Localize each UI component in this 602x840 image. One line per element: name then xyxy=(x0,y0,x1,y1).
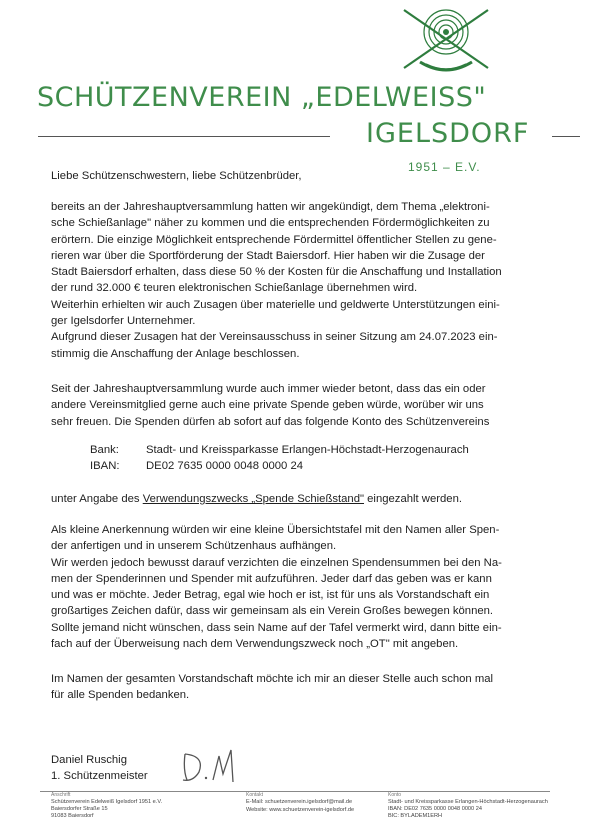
club-logo-icon xyxy=(398,2,494,82)
text-line: der anfertigen und in unserem Schützenhaus aufhängen. xyxy=(51,540,337,553)
founded-year: 1951 – E.V. xyxy=(408,160,481,174)
paragraph-donations xyxy=(51,381,489,430)
bank-label: Bank: xyxy=(90,444,119,456)
text-line: Als kleine Anerkennung würden wir eine kleine Übersichtstafel mit den Namen aller Spen- xyxy=(51,524,500,536)
signer-name: Daniel Ruschig xyxy=(51,754,127,766)
paragraph-intro xyxy=(51,199,502,362)
text-line: rieren war über die Sportförderung der Stadt Baiersdorf. Hier haben wir die Zusage der xyxy=(51,249,485,262)
text-line: sche Schießanlage" näher zu kommen und die entsprechenden Fördermöglichkeiten zu xyxy=(51,217,490,230)
salutation: Liebe Schützenschwestern, liebe Schützenbrüder, xyxy=(51,170,302,182)
footer-account-line: Stadt- und Kreissparkasse Erlangen-Höchstadt-Herzogenaurach xyxy=(388,799,548,805)
text-line: bereits an der Jahreshauptversammlung hatten wir angekündigt, dem Thema „elektroni- xyxy=(51,201,490,213)
paragraph-recognition xyxy=(51,522,502,652)
text-line: der rund 32.000 € teuren elektronischen Schießanlage übernehmen wird. xyxy=(51,282,418,295)
text-line: stimmig die Anschaffung der Anlage beschlossen. xyxy=(51,347,300,360)
text-line: für alle Spenden bedanken. xyxy=(51,689,190,702)
footer-address-line: Baiersdorfer Straße 15 xyxy=(51,806,108,812)
purpose-line xyxy=(51,491,462,507)
footer-account-heading: Konto xyxy=(388,792,402,798)
text-line: fach auf der Überweisung nach dem Verwendungszweck noch „OT" mit angeben. xyxy=(51,638,459,651)
footer-account-line: IBAN: DE02 7635 0000 0048 0000 24 xyxy=(388,806,482,812)
text-line: Stadt Baiersdorf erhalten, dass diese 50 % der Kosten für die Anschaffung und Installation xyxy=(51,266,502,279)
purpose-suffix: eingezahlt werden. xyxy=(364,493,462,505)
footer-email[interactable]: E-Mail: schuetzenverein.igelsdorf@mail.de xyxy=(246,799,353,805)
text-line: sehr freuen. Die Spenden dürfen ab sofort auf das folgende Konto des Schützenvereins xyxy=(51,415,490,428)
club-name-line1: SCHÜTZENVEREIN „EDELWEISS" xyxy=(37,82,487,113)
purpose-prefix: unter Angabe des xyxy=(51,493,143,505)
text-line: Aufgrund dieser Zusagen hat der Vereinsausschuss in seiner Sitzung am 24.07.2023 ein- xyxy=(51,331,498,344)
text-line: und was er möchte. Jeder Betrag, egal wie hoch er ist, ist für uns als Vorstandschaft ein xyxy=(51,589,490,602)
footer-address-line: Schützenverein Edelweiß Igelsdorf 1951 e.V. xyxy=(51,799,163,805)
signer-role: 1. Schützenmeister xyxy=(51,770,148,782)
footer-contact-heading: Kontakt xyxy=(246,792,263,798)
text-line: Seit der Jahreshauptversammlung wurde auch immer wieder betont, dass das ein oder xyxy=(51,383,486,395)
text-line: men der Spenderinnen und Spender mit aufzuführen. Jeder darf das geben was er kann xyxy=(51,572,492,585)
bank-value: Stadt- und Kreissparkasse Erlangen-Höchstadt-Herzogenaurach xyxy=(146,444,469,456)
text-line: erörtern. Die einzige Möglichkeit entsprechende Fördermittel öffentlicher Stellen zu gene- xyxy=(51,233,497,246)
text-line: Weiterhin erhielten wir auch Zusagen über materielle und geldwerte Unterstützungen eini- xyxy=(51,298,500,311)
iban-value: DE02 7635 0000 0048 0000 24 xyxy=(146,460,304,472)
text-line: Im Namen der gesamten Vorstandschaft möchte ich mir an dieser Stelle auch schon mal xyxy=(51,673,494,685)
iban-label: IBAN: xyxy=(90,460,120,472)
purpose-underlined: Verwendungszwecks „Spende Schießstand" xyxy=(142,493,365,505)
text-line: Sollte jemand nicht wünschen, dass sein Name auf der Tafel vermerkt wird, dann bitte ein- xyxy=(51,621,502,634)
text-line: andere Vereinsmitglied gerne auch eine private Spende geben würde, worüber wir uns xyxy=(51,399,484,412)
club-name-line2: IGELSDORF xyxy=(366,118,530,149)
footer-website[interactable]: Website: www.schuetzenverein-igelsdorf.de xyxy=(246,807,355,813)
letterhead-rule-left xyxy=(38,136,330,137)
letterhead-rule-right xyxy=(552,136,580,137)
footer-account-line: BIC: BYLADEM1ERH xyxy=(388,813,443,819)
footer-rule xyxy=(40,791,550,792)
text-line: großartiges Zeichen dafür, dass wir gemeinsam als ein Verein Großes bewegen können. xyxy=(51,605,494,618)
footer-address-line: 91083 Baiersdorf xyxy=(51,813,94,819)
text-line: Wir werden jedoch bewusst darauf verzichten die einzelnen Spendensummen bei den Na- xyxy=(51,556,502,569)
handwritten-signature xyxy=(175,744,251,788)
text-line: ger Igelsdorfer Unternehmer. xyxy=(51,315,196,328)
paragraph-thanks xyxy=(51,671,493,704)
footer-address-heading: Anschrift xyxy=(51,792,71,798)
